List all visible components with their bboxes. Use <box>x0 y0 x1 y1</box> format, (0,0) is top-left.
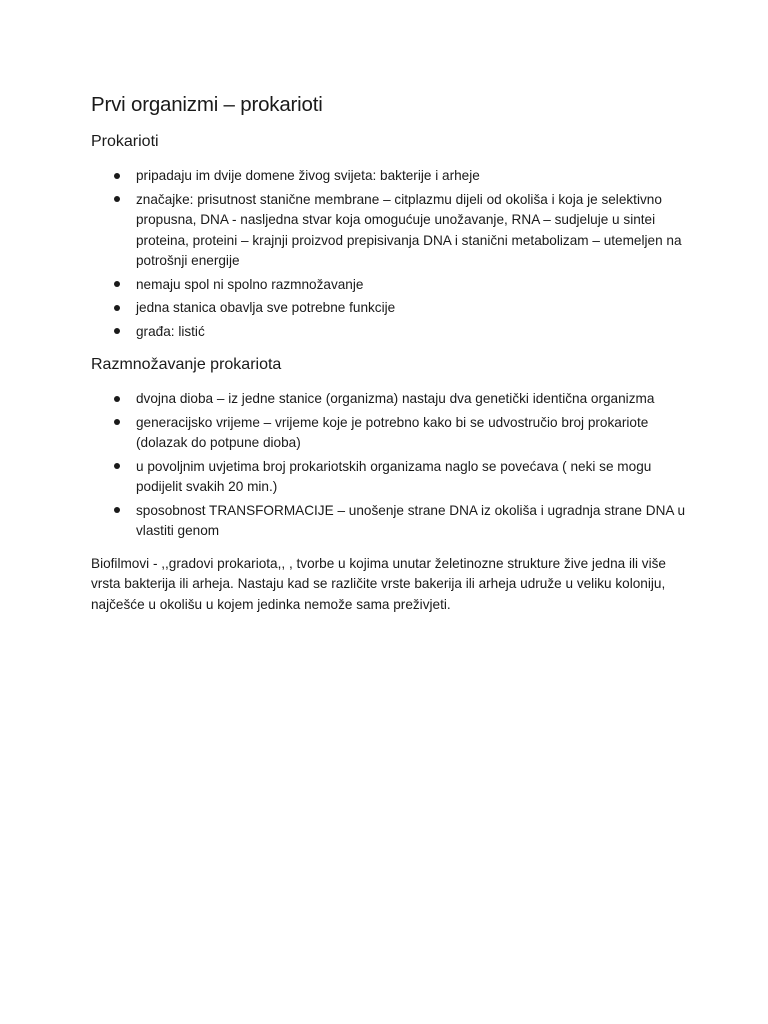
bullet-icon <box>114 328 120 334</box>
list-item <box>91 190 691 272</box>
bullet-icon <box>114 419 120 425</box>
list-item-text: dvojna dioba – iz jedne stanice (organizma) nastaju dva genetički identična organizma <box>136 391 655 406</box>
bullet-icon <box>114 281 120 287</box>
list-item-text: pripadaju im dvije domene živog svijeta: bakterije i arheje <box>136 168 480 183</box>
biofilm-paragraph: Biofilmovi - ,,gradovi prokariota,, , tvorbe u kojima unutar želetinozne strukture žive jedna ili više vrsta bakterija ili arheja. Nastaju kad se različite vrste bakerija ili arheja udruže u veliku koloniju, najčešće u okolišu u kojem jedinka nemože sama preživjeti. <box>91 555 666 612</box>
list-item-text: generacijsko vrijeme – vrijeme koje je potrebno kako bi se udvostručio broj prokariote (dolazak do potpune dioba) <box>136 414 649 450</box>
document-content <box>91 92 691 615</box>
list-item-text: u povoljnim uvjetima broj prokariotskih organizama naglo se povećava ( neki se mogu podijelit svakih 20 min.) <box>136 458 652 494</box>
list-item-text: značajke: prisutnost stanične membrane – citplazmu dijeli od okoliša i koja je selektivno propusna, DNA - nasljedna stvar koja omogućuje unožavanje, RNA – sudjeluje u sintei proteina, proteini – krajnji proizvod prepisivanja DNA i stanični metabolizam – utemeljen na potrošnji energije <box>136 191 682 268</box>
list-item <box>91 275 691 296</box>
list-item-text: građa: listić <box>136 323 205 339</box>
list-item-text: sposobnost TRANSFORMACIJE – unošenje strane DNA iz okoliša i ugradnja strane DNA u vlastiti genom <box>136 502 686 538</box>
list-item <box>91 501 691 542</box>
list-item <box>91 166 691 187</box>
list-item <box>91 298 691 319</box>
bullet-icon <box>114 173 120 179</box>
page-title: Prvi organizmi – prokarioti <box>91 93 323 116</box>
list-item <box>91 389 691 410</box>
list-item <box>91 322 691 343</box>
section-heading-prokarioti: Prokarioti <box>91 133 159 150</box>
list-item <box>91 457 691 498</box>
section-heading-razmnozavanje: Razmnožavanje prokariota <box>91 356 282 373</box>
bullet-icon <box>114 196 120 202</box>
list-item <box>91 413 691 454</box>
bullet-list-prokarioti <box>91 166 691 342</box>
list-item-text: nemaju spol ni spolno razmnožavanje <box>136 276 364 292</box>
bullet-icon <box>114 463 120 469</box>
bullet-icon <box>114 507 120 513</box>
bullet-icon <box>114 396 120 402</box>
list-item-text: jedna stanica obavlja sve potrebne funkcije <box>136 300 396 315</box>
bullet-icon <box>114 305 120 311</box>
bullet-list-razmnozavanje <box>91 389 691 542</box>
